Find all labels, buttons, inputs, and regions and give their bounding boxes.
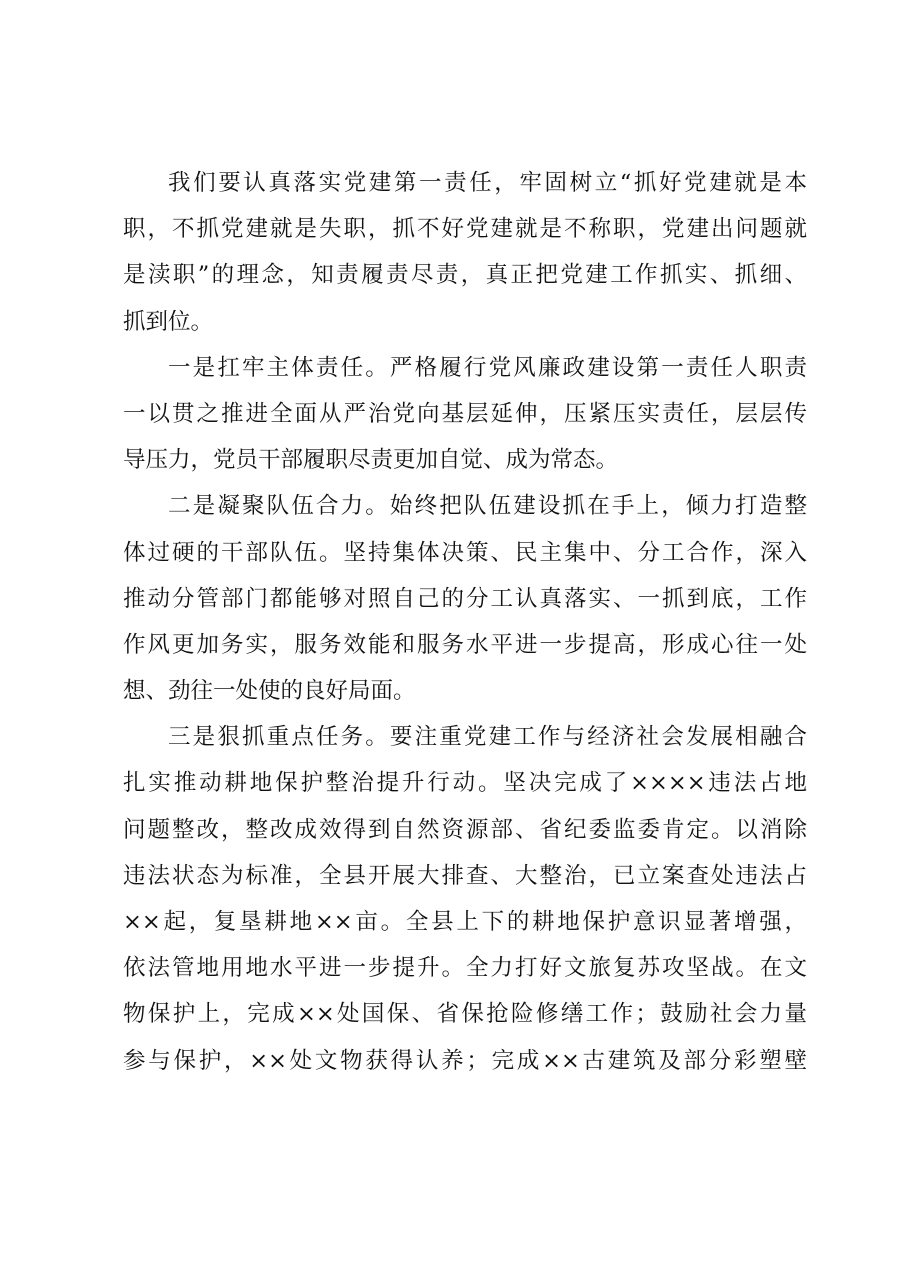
- text-line: 作风更加务实，服务效能和服务水平进一步提高，形成心往一处: [123, 631, 807, 658]
- text-line: 扎实推动耕地保护整治提升行动。坚决完成了××××违法占地: [123, 770, 807, 797]
- text-line: 问题整改，整改成效得到自然资源部、省纪委监委肯定。以消除: [123, 816, 807, 843]
- text-line: ××起，复垦耕地××亩。全县上下的耕地保护意识显著增强，: [123, 909, 807, 935]
- text-line: 体过硬的干部队伍。坚持集体决策、民主集中、分工合作，深入: [123, 539, 807, 566]
- text-line: 我们要认真落实党建第一责任，牢固树立“抓好党建就是本: [168, 170, 807, 196]
- text-line: 想、劲往一处使的良好局面。: [123, 678, 416, 705]
- body-text: [123, 160, 807, 1084]
- text-line: 职，不抓党建就是失职，抓不好党建就是不称职，党建出问题就: [123, 216, 807, 243]
- text-line: 推动分管部门都能够对照自己的分工认真落实、一抓到底，工作: [123, 585, 807, 612]
- text-line: 一是扛牢主体责任。严格履行党风廉政建设第一责任人职责: [168, 354, 807, 381]
- text-line: 依法管地用地水平进一步提升。全力打好文旅复苏攻坚战。在文: [123, 955, 807, 982]
- text-line: 参与保护，××处文物获得认养；完成××古建筑及部分彩塑壁: [123, 1047, 807, 1074]
- text-line: 三是狠抓重点任务。要注重党建工作与经济社会发展相融合: [168, 724, 807, 751]
- text-line: 导压力，党员干部履职尽责更加自觉、成为常态。: [123, 447, 619, 474]
- text-line: 一以贯之推进全面从严治党向基层延伸，压紧压实责任，层层传: [123, 400, 807, 427]
- text-line: 违法状态为标准，全县开展大排查、大整治，已立案查处违法占: [123, 862, 807, 889]
- text-line: 是渎职”的理念，知责履责尽责，真正把党建工作抓实、抓细、: [123, 262, 807, 289]
- text-line: 物保护上，完成××处国保、省保抢险修缮工作；鼓励社会力量: [123, 1001, 807, 1028]
- text-line: 抓到位。: [123, 308, 214, 335]
- text-line: 二是凝聚队伍合力。始终把队伍建设抓在手上，倾力打造整: [168, 493, 807, 520]
